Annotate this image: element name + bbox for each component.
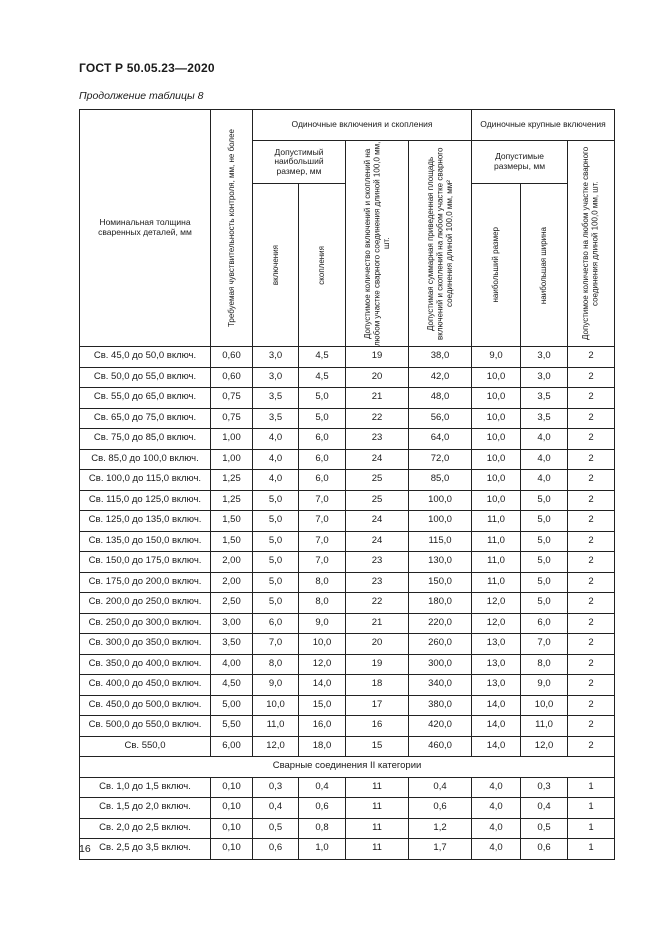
cell-allowed-count: 25 — [346, 470, 409, 491]
cell-allowed-count: 11 — [346, 839, 409, 860]
cell-inclusions: 6,0 — [253, 613, 299, 634]
table-row — [80, 490, 615, 511]
table-row — [80, 552, 615, 573]
cell-sensitivity: 1,00 — [211, 429, 253, 450]
cell-clusters: 8,0 — [299, 593, 346, 614]
table-row — [80, 531, 615, 552]
cell-largest-size: 11,0 — [472, 511, 521, 532]
cell-largest-size: 10,0 — [472, 429, 521, 450]
cell-allowed-count: 23 — [346, 429, 409, 450]
cell-large-count: 2 — [568, 695, 615, 716]
cell-inclusions: 4,0 — [253, 429, 299, 450]
cell-inclusions: 5,0 — [253, 552, 299, 573]
cell-allowed-count: 23 — [346, 552, 409, 573]
table-row — [80, 798, 615, 819]
cell-inclusions: 9,0 — [253, 675, 299, 696]
cell-sensitivity: 0,10 — [211, 839, 253, 860]
page-number: 16 — [79, 843, 91, 855]
cell-thickness: Св. 135,0 до 150,0 включ. — [80, 531, 211, 552]
cell-total-area: 0,4 — [409, 777, 472, 798]
header-sensitivity — [211, 110, 253, 347]
cell-largest-width: 9,0 — [521, 675, 568, 696]
table-caption: Продолжение таблицы 8 — [79, 90, 204, 102]
cell-large-count: 1 — [568, 798, 615, 819]
cell-total-area: 150,0 — [409, 572, 472, 593]
header-allowed-total-area-label: Допустимая суммарная приведенная площадь включений и скоплений на любом участке сварного соединения длиной 100,0 мм, мм² — [425, 147, 454, 340]
cell-clusters: 6,0 — [299, 449, 346, 470]
cell-largest-width: 3,5 — [521, 388, 568, 409]
cell-clusters: 4,5 — [299, 367, 346, 388]
cell-total-area: 42,0 — [409, 367, 472, 388]
cell-largest-width: 3,5 — [521, 408, 568, 429]
table-8 — [79, 109, 615, 860]
cell-sensitivity: 0,60 — [211, 367, 253, 388]
cell-sensitivity: 5,50 — [211, 716, 253, 737]
table-row — [80, 388, 615, 409]
cell-thickness: Св. 550,0 — [80, 736, 211, 757]
cell-total-area: 0,6 — [409, 798, 472, 819]
cell-thickness: Св. 85,0 до 100,0 включ. — [80, 449, 211, 470]
cell-allowed-count: 23 — [346, 572, 409, 593]
cell-inclusions: 5,0 — [253, 572, 299, 593]
cell-sensitivity: 2,50 — [211, 593, 253, 614]
cell-large-count: 2 — [568, 654, 615, 675]
header-clusters — [299, 184, 346, 347]
cell-largest-size: 10,0 — [472, 490, 521, 511]
cell-inclusions: 0,4 — [253, 798, 299, 819]
cell-total-area: 1,2 — [409, 818, 472, 839]
cell-largest-size: 10,0 — [472, 408, 521, 429]
cell-large-count: 2 — [568, 511, 615, 532]
cell-large-count: 2 — [568, 736, 615, 757]
cell-inclusions: 7,0 — [253, 634, 299, 655]
cell-thickness: Св. 75,0 до 85,0 включ. — [80, 429, 211, 450]
header-sensitivity-label: Требуемая чувствительность контроля, мм, не более — [226, 129, 236, 327]
cell-allowed-count: 17 — [346, 695, 409, 716]
cell-total-area: 220,0 — [409, 613, 472, 634]
cell-total-area: 85,0 — [409, 470, 472, 491]
cell-sensitivity: 5,00 — [211, 695, 253, 716]
cell-clusters: 0,4 — [299, 777, 346, 798]
cell-sensitivity: 3,50 — [211, 634, 253, 655]
table-row — [80, 593, 615, 614]
table-row — [80, 347, 615, 368]
cell-largest-size: 10,0 — [472, 367, 521, 388]
cell-large-count: 2 — [568, 613, 615, 634]
cell-inclusions: 0,5 — [253, 818, 299, 839]
section-title: Сварные соединения II категории — [80, 757, 615, 778]
section-row — [80, 757, 615, 778]
cell-sensitivity: 2,00 — [211, 552, 253, 573]
cell-thickness: Св. 55,0 до 65,0 включ. — [80, 388, 211, 409]
cell-sensitivity: 1,50 — [211, 511, 253, 532]
cell-sensitivity: 1,50 — [211, 531, 253, 552]
table-row — [80, 367, 615, 388]
cell-large-count: 1 — [568, 818, 615, 839]
cell-sensitivity: 1,25 — [211, 490, 253, 511]
cell-largest-width: 5,0 — [521, 490, 568, 511]
cell-thickness: Св. 65,0 до 75,0 включ. — [80, 408, 211, 429]
cell-largest-size: 14,0 — [472, 695, 521, 716]
cell-large-count: 2 — [568, 367, 615, 388]
table-row — [80, 408, 615, 429]
cell-large-count: 2 — [568, 429, 615, 450]
table-row — [80, 777, 615, 798]
cell-allowed-count: 20 — [346, 367, 409, 388]
cell-inclusions: 5,0 — [253, 531, 299, 552]
cell-clusters: 7,0 — [299, 490, 346, 511]
cell-total-area: 56,0 — [409, 408, 472, 429]
cell-allowed-count: 24 — [346, 449, 409, 470]
header-inclusions-label: включения — [270, 245, 280, 286]
table-row — [80, 449, 615, 470]
cell-large-count: 2 — [568, 634, 615, 655]
cell-sensitivity: 1,00 — [211, 449, 253, 470]
cell-largest-width: 5,0 — [521, 572, 568, 593]
cell-largest-width: 4,0 — [521, 470, 568, 491]
cell-clusters: 10,0 — [299, 634, 346, 655]
cell-clusters: 7,0 — [299, 511, 346, 532]
cell-largest-size: 10,0 — [472, 449, 521, 470]
cell-thickness: Св. 300,0 до 350,0 включ. — [80, 634, 211, 655]
cell-sensitivity: 2,00 — [211, 572, 253, 593]
header-inclusions — [253, 184, 299, 347]
cell-total-area: 100,0 — [409, 490, 472, 511]
cell-inclusions: 5,0 — [253, 593, 299, 614]
cell-large-count: 2 — [568, 470, 615, 491]
table-row — [80, 716, 615, 737]
cell-total-area: 420,0 — [409, 716, 472, 737]
cell-large-count: 2 — [568, 449, 615, 470]
header-allowed-count — [346, 141, 409, 347]
cell-allowed-count: 25 — [346, 490, 409, 511]
cell-total-area: 180,0 — [409, 593, 472, 614]
cell-sensitivity: 0,10 — [211, 798, 253, 819]
cell-allowed-count: 24 — [346, 511, 409, 532]
table-header — [80, 110, 615, 347]
cell-allowed-count: 18 — [346, 675, 409, 696]
cell-inclusions: 5,0 — [253, 490, 299, 511]
cell-large-count: 1 — [568, 777, 615, 798]
cell-thickness: Св. 2,0 до 2,5 включ. — [80, 818, 211, 839]
cell-clusters: 12,0 — [299, 654, 346, 675]
table-row — [80, 818, 615, 839]
cell-total-area: 100,0 — [409, 511, 472, 532]
cell-total-area: 380,0 — [409, 695, 472, 716]
cell-sensitivity: 0,75 — [211, 388, 253, 409]
cell-clusters: 6,0 — [299, 429, 346, 450]
header-large-allowed-count — [568, 141, 615, 347]
cell-largest-size: 12,0 — [472, 613, 521, 634]
cell-large-count: 2 — [568, 490, 615, 511]
cell-thickness: Св. 1,5 до 2,0 включ. — [80, 798, 211, 819]
cell-total-area: 300,0 — [409, 654, 472, 675]
cell-thickness: Св. 175,0 до 200,0 включ. — [80, 572, 211, 593]
cell-sensitivity: 0,75 — [211, 408, 253, 429]
table-body — [80, 347, 615, 860]
header-largest-width-label: наибольшая ширина — [539, 226, 549, 304]
cell-largest-size: 9,0 — [472, 347, 521, 368]
cell-allowed-count: 16 — [346, 716, 409, 737]
cell-allowed-count: 11 — [346, 818, 409, 839]
cell-clusters: 4,5 — [299, 347, 346, 368]
cell-largest-width: 3,0 — [521, 367, 568, 388]
cell-largest-size: 12,0 — [472, 593, 521, 614]
cell-thickness: Св. 100,0 до 115,0 включ. — [80, 470, 211, 491]
table-row — [80, 613, 615, 634]
cell-clusters: 14,0 — [299, 675, 346, 696]
cell-thickness: Св. 150,0 до 175,0 включ. — [80, 552, 211, 573]
cell-thickness: Св. 1,0 до 1,5 включ. — [80, 777, 211, 798]
cell-largest-width: 0,3 — [521, 777, 568, 798]
cell-largest-size: 4,0 — [472, 818, 521, 839]
cell-clusters: 5,0 — [299, 388, 346, 409]
cell-inclusions: 3,0 — [253, 347, 299, 368]
cell-allowed-count: 22 — [346, 593, 409, 614]
cell-clusters: 9,0 — [299, 613, 346, 634]
cell-largest-width: 4,0 — [521, 449, 568, 470]
header-allowed-count-label: Допустимое количество включений и скоплений на любом участке сварного соединения длиной 100,0 мм, шт. — [362, 141, 391, 346]
cell-allowed-count: 15 — [346, 736, 409, 757]
table-row — [80, 654, 615, 675]
cell-inclusions: 8,0 — [253, 654, 299, 675]
cell-largest-size: 10,0 — [472, 470, 521, 491]
cell-thickness: Св. 350,0 до 400,0 включ. — [80, 654, 211, 675]
cell-largest-width: 6,0 — [521, 613, 568, 634]
cell-total-area: 115,0 — [409, 531, 472, 552]
cell-inclusions: 4,0 — [253, 470, 299, 491]
cell-largest-size: 11,0 — [472, 552, 521, 573]
header-thickness: Номинальная толщина сваренных деталей, мм — [80, 110, 211, 347]
table-row — [80, 572, 615, 593]
cell-clusters: 15,0 — [299, 695, 346, 716]
table-row — [80, 470, 615, 491]
cell-clusters: 7,0 — [299, 531, 346, 552]
cell-allowed-count: 21 — [346, 613, 409, 634]
cell-largest-size: 4,0 — [472, 839, 521, 860]
cell-thickness: Св. 2,5 до 3,5 включ. — [80, 839, 211, 860]
cell-allowed-count: 24 — [346, 531, 409, 552]
cell-inclusions: 5,0 — [253, 511, 299, 532]
cell-clusters: 7,0 — [299, 552, 346, 573]
cell-largest-width: 5,0 — [521, 552, 568, 573]
cell-largest-size: 13,0 — [472, 675, 521, 696]
cell-clusters: 0,8 — [299, 818, 346, 839]
cell-largest-width: 8,0 — [521, 654, 568, 675]
cell-large-count: 2 — [568, 675, 615, 696]
table-row — [80, 429, 615, 450]
cell-largest-width: 0,4 — [521, 798, 568, 819]
cell-inclusions: 12,0 — [253, 736, 299, 757]
header-largest-width — [521, 184, 568, 347]
cell-allowed-count: 19 — [346, 654, 409, 675]
cell-clusters: 6,0 — [299, 470, 346, 491]
cell-thickness: Св. 450,0 до 500,0 включ. — [80, 695, 211, 716]
cell-total-area: 72,0 — [409, 449, 472, 470]
cell-clusters: 8,0 — [299, 572, 346, 593]
cell-inclusions: 4,0 — [253, 449, 299, 470]
header-allowed-sizes: Допустимые размеры, мм — [472, 141, 568, 184]
table-row — [80, 634, 615, 655]
document-header: ГОСТ Р 50.05.23—2020 — [79, 61, 215, 75]
cell-largest-size: 11,0 — [472, 572, 521, 593]
cell-sensitivity: 0,10 — [211, 818, 253, 839]
cell-large-count: 2 — [568, 716, 615, 737]
cell-total-area: 64,0 — [409, 429, 472, 450]
cell-largest-width: 11,0 — [521, 716, 568, 737]
cell-total-area: 1,7 — [409, 839, 472, 860]
cell-largest-size: 10,0 — [472, 388, 521, 409]
cell-thickness: Св. 400,0 до 450,0 включ. — [80, 675, 211, 696]
cell-sensitivity: 4,00 — [211, 654, 253, 675]
cell-large-count: 2 — [568, 408, 615, 429]
cell-sensitivity: 4,50 — [211, 675, 253, 696]
header-single-inclusions-group: Одиночные включения и скопления — [253, 110, 472, 141]
cell-sensitivity: 6,00 — [211, 736, 253, 757]
cell-large-count: 2 — [568, 572, 615, 593]
cell-allowed-count: 11 — [346, 777, 409, 798]
header-allowed-total-area — [409, 141, 472, 347]
cell-allowed-count: 22 — [346, 408, 409, 429]
cell-inclusions: 0,6 — [253, 839, 299, 860]
cell-largest-size: 4,0 — [472, 777, 521, 798]
cell-clusters: 1,0 — [299, 839, 346, 860]
table-row — [80, 511, 615, 532]
cell-sensitivity: 1,25 — [211, 470, 253, 491]
cell-inclusions: 11,0 — [253, 716, 299, 737]
cell-thickness: Св. 45,0 до 50,0 включ. — [80, 347, 211, 368]
table-row — [80, 675, 615, 696]
cell-total-area: 260,0 — [409, 634, 472, 655]
cell-largest-size: 11,0 — [472, 531, 521, 552]
cell-thickness: Св. 200,0 до 250,0 включ. — [80, 593, 211, 614]
cell-largest-width: 0,5 — [521, 818, 568, 839]
cell-largest-size: 13,0 — [472, 654, 521, 675]
cell-largest-width: 5,0 — [521, 511, 568, 532]
cell-largest-width: 5,0 — [521, 531, 568, 552]
cell-largest-width: 4,0 — [521, 429, 568, 450]
cell-thickness: Св. 125,0 до 135,0 включ. — [80, 511, 211, 532]
cell-largest-size: 14,0 — [472, 736, 521, 757]
cell-allowed-count: 21 — [346, 388, 409, 409]
cell-largest-size: 14,0 — [472, 716, 521, 737]
cell-large-count: 2 — [568, 347, 615, 368]
cell-clusters: 16,0 — [299, 716, 346, 737]
cell-thickness: Св. 500,0 до 550,0 включ. — [80, 716, 211, 737]
cell-inclusions: 3,5 — [253, 388, 299, 409]
cell-total-area: 340,0 — [409, 675, 472, 696]
header-clusters-label: скопления — [317, 245, 327, 285]
cell-largest-width: 3,0 — [521, 347, 568, 368]
header-largest-size — [472, 184, 521, 347]
cell-inclusions: 3,5 — [253, 408, 299, 429]
cell-sensitivity: 3,00 — [211, 613, 253, 634]
header-large-inclusions-group: Одиночные крупные включения — [472, 110, 615, 141]
cell-sensitivity: 0,60 — [211, 347, 253, 368]
cell-largest-size: 13,0 — [472, 634, 521, 655]
cell-allowed-count: 19 — [346, 347, 409, 368]
header-large-allowed-count-label: Допустимое количество на любом участке сварного соединения длиной 100,0 мм, шт. — [581, 146, 601, 341]
cell-thickness: Св. 250,0 до 300,0 включ. — [80, 613, 211, 634]
cell-inclusions: 10,0 — [253, 695, 299, 716]
cell-large-count: 2 — [568, 388, 615, 409]
cell-inclusions: 0,3 — [253, 777, 299, 798]
cell-allowed-count: 11 — [346, 798, 409, 819]
cell-large-count: 1 — [568, 839, 615, 860]
cell-largest-width: 7,0 — [521, 634, 568, 655]
cell-largest-width: 5,0 — [521, 593, 568, 614]
cell-largest-size: 4,0 — [472, 798, 521, 819]
cell-clusters: 18,0 — [299, 736, 346, 757]
cell-total-area: 460,0 — [409, 736, 472, 757]
table-row — [80, 839, 615, 860]
cell-largest-width: 12,0 — [521, 736, 568, 757]
cell-total-area: 130,0 — [409, 552, 472, 573]
header-largest-size-label: наибольший размер — [491, 227, 501, 303]
cell-inclusions: 3,0 — [253, 367, 299, 388]
cell-allowed-count: 20 — [346, 634, 409, 655]
cell-large-count: 2 — [568, 552, 615, 573]
table-row — [80, 695, 615, 716]
cell-large-count: 2 — [568, 531, 615, 552]
table-row — [80, 736, 615, 757]
cell-total-area: 38,0 — [409, 347, 472, 368]
cell-thickness: Св. 50,0 до 55,0 включ. — [80, 367, 211, 388]
cell-clusters: 0,6 — [299, 798, 346, 819]
cell-thickness: Св. 115,0 до 125,0 включ. — [80, 490, 211, 511]
header-allowed-max-size: Допустимый наибольший размер, мм — [253, 141, 346, 184]
cell-clusters: 5,0 — [299, 408, 346, 429]
cell-large-count: 2 — [568, 593, 615, 614]
cell-total-area: 48,0 — [409, 388, 472, 409]
cell-sensitivity: 0,10 — [211, 777, 253, 798]
cell-largest-width: 10,0 — [521, 695, 568, 716]
cell-largest-width: 0,6 — [521, 839, 568, 860]
